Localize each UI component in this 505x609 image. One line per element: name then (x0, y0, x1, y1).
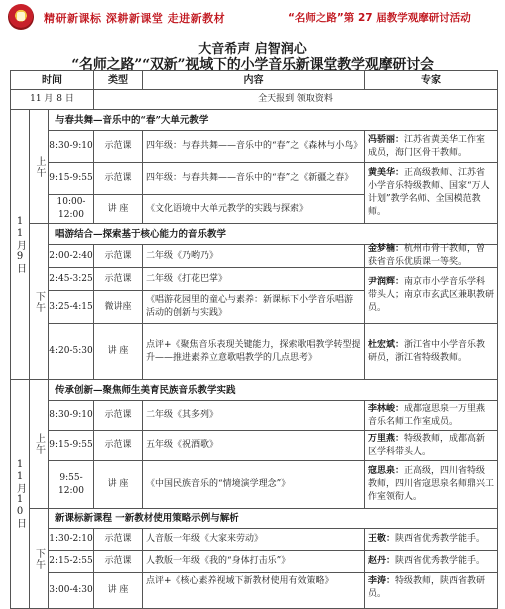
expert-cell (364, 244, 498, 268)
day1-pm-theme: 唱游结合—探索基于核心能力的音乐教学 (48, 223, 498, 245)
schedule-table (10, 70, 498, 599)
expert-cell (364, 130, 498, 163)
table-row-content: 二年级《打花巴掌》 (142, 267, 365, 291)
expert-bio: 正高级教师、江苏省小学音乐特级教师、国家“万人计划”教学名师、全国模范教师。 (368, 168, 490, 217)
expert-name: 李涛： (368, 576, 396, 586)
expert-cell (364, 572, 498, 609)
table-row-time: 2:00-2:40 (48, 244, 94, 268)
table-row-time: 1:30-2:10 (48, 528, 94, 551)
expert-bio: 浙江省中小学音乐教研员，浙江省特级教师。 (368, 339, 486, 363)
table-row-time: 8:30-9:10 (48, 130, 94, 163)
table-row-type: 讲 座 (93, 572, 143, 609)
header-time: 时间 (10, 70, 94, 90)
table-row-type: 示范课 (93, 400, 143, 431)
date-nov-9: 11月9日 (10, 109, 30, 380)
table-row-time: 2:45-3:25 (48, 267, 94, 291)
expert-cell (364, 267, 498, 324)
expert-bio: 杭州市骨干教师，曾获省音乐优质课一等奖。 (368, 244, 486, 267)
day1-am-theme: 与春共舞—音乐中的“春”大单元教学 (48, 109, 498, 131)
day1-morning-label (29, 109, 49, 224)
table-row-time: 9:55-12:00 (48, 460, 94, 509)
expert-cell (364, 162, 498, 224)
table-row-time: 8:30-9:10 (48, 400, 94, 431)
table-row-type: 讲 座 (93, 194, 143, 224)
header-content: 内容 (142, 70, 365, 90)
banner-slogan: 精研新课标 深耕新课堂 走进新教材 (44, 12, 226, 25)
day2-afternoon-label (29, 508, 49, 609)
expert-bio: 陕西省优秀教学能手。 (395, 534, 486, 544)
expert-name: 万里燕： (368, 433, 405, 444)
day2-afternoon-text: 下午 (33, 547, 45, 570)
expert-name: 金梦楠： (368, 244, 405, 254)
table-row-content: 点评+《核心素养视域下新教材使用有效策略》 (142, 572, 365, 609)
expert-bio: 特级教师，成都高新区学科带头人。 (368, 433, 486, 457)
table-row-type: 讲 座 (93, 323, 143, 380)
table-row-time: 9:15-9:55 (48, 162, 94, 195)
date-nov-10: 11月10日 (10, 379, 30, 609)
day1-afternoon-label (29, 223, 49, 380)
expert-cell (364, 528, 498, 551)
expert-name: 王敬： (368, 534, 396, 544)
expert-bio: 正高级，四川省特级教师，四川省寇思泉名师鼎兴工作室领衔人。 (368, 466, 495, 502)
table-row-content: 《中国民族音乐的“情境演学理念”》 (142, 460, 365, 509)
table-row-content: 五年级《祝酒歌》 (142, 430, 365, 461)
banner-activity-title: “名师之路”第 27 届教学观摩研讨活动 (288, 12, 471, 24)
expert-name: 冯骄丽： (368, 134, 405, 145)
expert-bio: 陕西省优秀教学能手。 (395, 556, 486, 566)
day2-pm-theme: 新课标新课程 一新教材使用策略示例与解析 (48, 508, 498, 529)
header-type: 类型 (93, 70, 143, 90)
table-row-type: 讲 座 (93, 460, 143, 509)
logo-icon (8, 4, 34, 30)
registration-row: 全天报到 领取资料 (93, 89, 498, 110)
table-row-time: 10:00-12:00 (48, 194, 94, 224)
expert-name: 赵丹： (368, 556, 396, 566)
table-row-time: 9:15-9:55 (48, 430, 94, 461)
table-row-type: 微讲座 (93, 290, 143, 324)
expert-bio: 江苏省黄美华工作室成员，海门区骨干教师。 (368, 134, 486, 158)
expert-name: 尹润辉： (368, 277, 405, 287)
table-row-time: 2:15-2:55 (48, 550, 94, 573)
table-row-type: 示范课 (93, 130, 143, 163)
table-row-type: 示范课 (93, 162, 143, 195)
table-row-content: 四年级：与春共舞——音乐中的“春”之《新疆之春》 (142, 162, 365, 195)
subtitle: 大音希声 启智润心 (198, 42, 307, 57)
expert-cell (364, 400, 498, 431)
page-title: “名师之路”“双新”视域下的小学音乐新课堂教学观摩研讨会 (71, 57, 434, 73)
expert-cell (364, 460, 498, 509)
expert-cell (364, 550, 498, 573)
table-row-content: 《文化语境中大单元教学的实践与探索》 (142, 194, 365, 224)
expert-name: 黄美华： (368, 168, 405, 178)
table-row-content: 二年级《乃哟乃》 (142, 244, 365, 268)
table-row-time: 4:20-5:30 (48, 323, 94, 380)
table-row-type: 示范课 (93, 550, 143, 573)
top-banner (0, 0, 505, 34)
expert-name: 寇思泉： (368, 466, 405, 476)
expert-bio: 特级教师，陕西省教研员。 (368, 576, 486, 599)
expert-bio: 成都寇思泉一万里燕音乐名师工作室成员。 (368, 403, 486, 427)
table-row-type: 示范课 (93, 528, 143, 551)
date-nov-8: 11 月 8 日 (10, 89, 94, 110)
table-row-content: 人音版一年级《大家来劳动》 (142, 528, 365, 551)
day1-afternoon-text: 下午 (33, 290, 45, 313)
expert-name: 杜宏斌： (368, 339, 405, 350)
header-expert: 专家 (364, 70, 498, 90)
table-row-time: 3:00-4:30 (48, 572, 94, 609)
day1-morning-text: 上午 (34, 155, 45, 178)
day2-morning-text: 上午 (33, 433, 45, 455)
expert-bio: 南京市小学音乐学科带头人；南京市玄武区兼职教研员。 (368, 277, 495, 313)
table-row-time: 3:25-4:15 (48, 290, 94, 324)
table-row-content: 四年级：与春共舞——音乐中的“春”之《森林与小鸟》 (142, 130, 365, 163)
table-row-content: 二年级《其多列》 (142, 400, 365, 431)
day2-morning-label (29, 379, 49, 509)
table-row-content: 点评+《聚焦音乐表现关键能力，探索歌唱教学转型提升——推进素养立意歌唱教学的几点思考》 (142, 323, 365, 380)
expert-name: 李林峻： (368, 403, 405, 414)
table-row-type: 示范课 (93, 267, 143, 291)
expert-cell (364, 323, 498, 380)
day2-am-theme: 传承创新—聚焦师生美育民族音乐教学实践 (48, 379, 498, 401)
table-row-type: 示范课 (93, 430, 143, 461)
table-row-type: 示范课 (93, 244, 143, 268)
table-row-content: 《唱游花园里的童心与素养：新课标下小学音乐唱游活动的创新与实践》 (142, 290, 365, 324)
table-row-content: 人教版一年级《我的“身体打击乐”》 (142, 550, 365, 573)
expert-cell (364, 430, 498, 461)
